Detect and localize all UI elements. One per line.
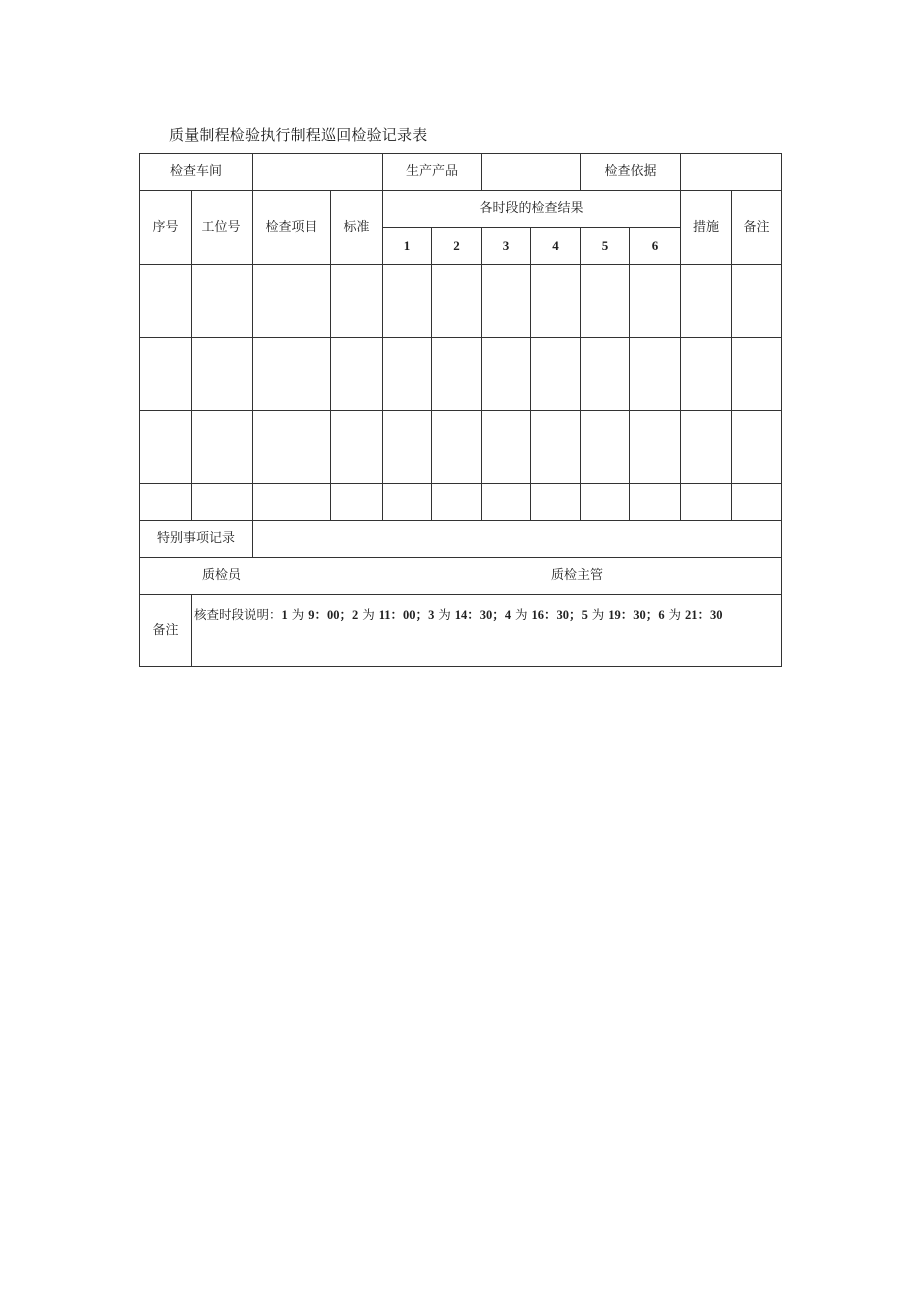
column-header-remarks: 备注 bbox=[732, 191, 782, 265]
column-header-row bbox=[140, 191, 782, 228]
cell-station[interactable] bbox=[192, 411, 253, 484]
special-record-value-cell[interactable] bbox=[253, 521, 782, 558]
cell-item[interactable] bbox=[253, 265, 331, 338]
basis-value-cell[interactable] bbox=[681, 154, 782, 191]
note-period-number: 3 bbox=[428, 608, 435, 622]
inspection-record-table bbox=[139, 153, 782, 667]
station-label: 工位号 bbox=[201, 219, 241, 235]
period-header-1: 1 bbox=[383, 228, 432, 265]
cell-standard[interactable] bbox=[331, 265, 383, 338]
table-row bbox=[140, 411, 782, 484]
cell-station[interactable] bbox=[192, 484, 253, 521]
cell-period-5[interactable] bbox=[581, 338, 630, 411]
period-header-2: 2 bbox=[432, 228, 482, 265]
cell-seq[interactable] bbox=[140, 411, 192, 484]
cell-period-2[interactable] bbox=[432, 265, 482, 338]
note-period-time: 16：30； bbox=[531, 608, 582, 622]
cell-measures[interactable] bbox=[681, 411, 732, 484]
cell-period-2[interactable] bbox=[432, 484, 482, 521]
note-period-word: 为 bbox=[291, 607, 305, 622]
cell-period-2[interactable] bbox=[432, 338, 482, 411]
cell-standard[interactable] bbox=[331, 484, 383, 521]
note-period-number: 5 bbox=[581, 608, 588, 622]
cell-period-1[interactable] bbox=[383, 265, 432, 338]
column-header-results-group: 各时段的检查结果 bbox=[383, 191, 681, 228]
column-header-station bbox=[192, 191, 253, 265]
note-period-number: 6 bbox=[658, 608, 665, 622]
cell-seq[interactable] bbox=[140, 338, 192, 411]
cell-seq[interactable] bbox=[140, 484, 192, 521]
workshop-label: 检查车间 bbox=[140, 154, 253, 191]
note-period-time: 11：00； bbox=[378, 608, 429, 622]
period-header-5: 5 bbox=[581, 228, 630, 265]
cell-period-6[interactable] bbox=[630, 411, 681, 484]
cell-period-4[interactable] bbox=[531, 411, 581, 484]
period-header-4: 4 bbox=[531, 228, 581, 265]
cell-item[interactable] bbox=[253, 484, 331, 521]
note-period-word: 为 bbox=[438, 607, 451, 622]
basis-label: 检查依据 bbox=[581, 154, 681, 191]
note-period-number: 4 bbox=[504, 608, 512, 622]
cell-period-1[interactable] bbox=[383, 411, 432, 484]
cell-period-5[interactable] bbox=[581, 265, 630, 338]
cell-remarks[interactable] bbox=[732, 265, 782, 338]
supervisor-label: 质检主管 bbox=[551, 568, 604, 583]
cell-period-6[interactable] bbox=[630, 484, 681, 521]
notes-text bbox=[192, 595, 782, 667]
cell-item[interactable] bbox=[253, 338, 331, 411]
signature-cell bbox=[140, 558, 782, 595]
notes-row bbox=[140, 595, 782, 667]
cell-period-1[interactable] bbox=[383, 338, 432, 411]
note-period-time: 9：00； bbox=[308, 608, 353, 622]
column-header-standard: 标准 bbox=[331, 191, 383, 265]
cell-period-4[interactable] bbox=[531, 338, 581, 411]
note-period-number: 1 bbox=[281, 608, 288, 622]
cell-period-3[interactable] bbox=[482, 265, 531, 338]
cell-period-3[interactable] bbox=[482, 338, 531, 411]
cell-period-6[interactable] bbox=[630, 265, 681, 338]
note-period-word: 为 bbox=[362, 607, 375, 622]
cell-period-4[interactable] bbox=[531, 484, 581, 521]
workshop-value-cell[interactable] bbox=[253, 154, 383, 191]
cell-period-3[interactable] bbox=[482, 411, 531, 484]
note-period-word: 为 bbox=[515, 607, 528, 622]
column-header-measures: 措施 bbox=[681, 191, 732, 265]
note-period-time: 19：30； bbox=[608, 608, 659, 622]
column-header-seq: 序号 bbox=[140, 191, 192, 265]
special-record-label: 特别事项记录 bbox=[140, 521, 253, 558]
cell-measures[interactable] bbox=[681, 338, 732, 411]
special-record-row bbox=[140, 521, 782, 558]
cell-station[interactable] bbox=[192, 338, 253, 411]
cell-period-5[interactable] bbox=[581, 484, 630, 521]
cell-seq[interactable] bbox=[140, 265, 192, 338]
note-period-time: 21：30 bbox=[685, 608, 723, 622]
cell-measures[interactable] bbox=[681, 484, 732, 521]
notes-prefix: 核查时段说明： bbox=[194, 607, 282, 622]
cell-period-6[interactable] bbox=[630, 338, 681, 411]
table-row bbox=[140, 484, 782, 521]
cell-item[interactable] bbox=[253, 411, 331, 484]
cell-period-5[interactable] bbox=[581, 411, 630, 484]
cell-standard[interactable] bbox=[331, 338, 383, 411]
period-header-6: 6 bbox=[630, 228, 681, 265]
cell-period-1[interactable] bbox=[383, 484, 432, 521]
notes-label: 备注 bbox=[140, 595, 192, 667]
cell-remarks[interactable] bbox=[732, 411, 782, 484]
signature-row bbox=[140, 558, 782, 595]
cell-standard[interactable] bbox=[331, 411, 383, 484]
column-header-item: 检查项目 bbox=[253, 191, 331, 265]
table-row bbox=[140, 265, 782, 338]
cell-remarks[interactable] bbox=[732, 484, 782, 521]
header-info-row bbox=[140, 154, 782, 191]
cell-period-3[interactable] bbox=[482, 484, 531, 521]
cell-period-4[interactable] bbox=[531, 265, 581, 338]
note-period-number: 2 bbox=[352, 608, 359, 622]
document-title: 质量制程检验执行制程巡回检验记录表 bbox=[169, 126, 428, 144]
period-header-3: 3 bbox=[482, 228, 531, 265]
inspector-label: 质检员 bbox=[202, 568, 242, 583]
cell-period-2[interactable] bbox=[432, 411, 482, 484]
note-period-time: 14：30； bbox=[454, 608, 505, 622]
table-row bbox=[140, 338, 782, 411]
cell-measures[interactable] bbox=[681, 265, 732, 338]
product-label: 生产产品 bbox=[383, 154, 482, 191]
cell-remarks[interactable] bbox=[732, 338, 782, 411]
note-period-word: 为 bbox=[591, 607, 605, 622]
product-value-cell[interactable] bbox=[482, 154, 581, 191]
note-period-word: 为 bbox=[668, 607, 682, 622]
cell-station[interactable] bbox=[192, 265, 253, 338]
